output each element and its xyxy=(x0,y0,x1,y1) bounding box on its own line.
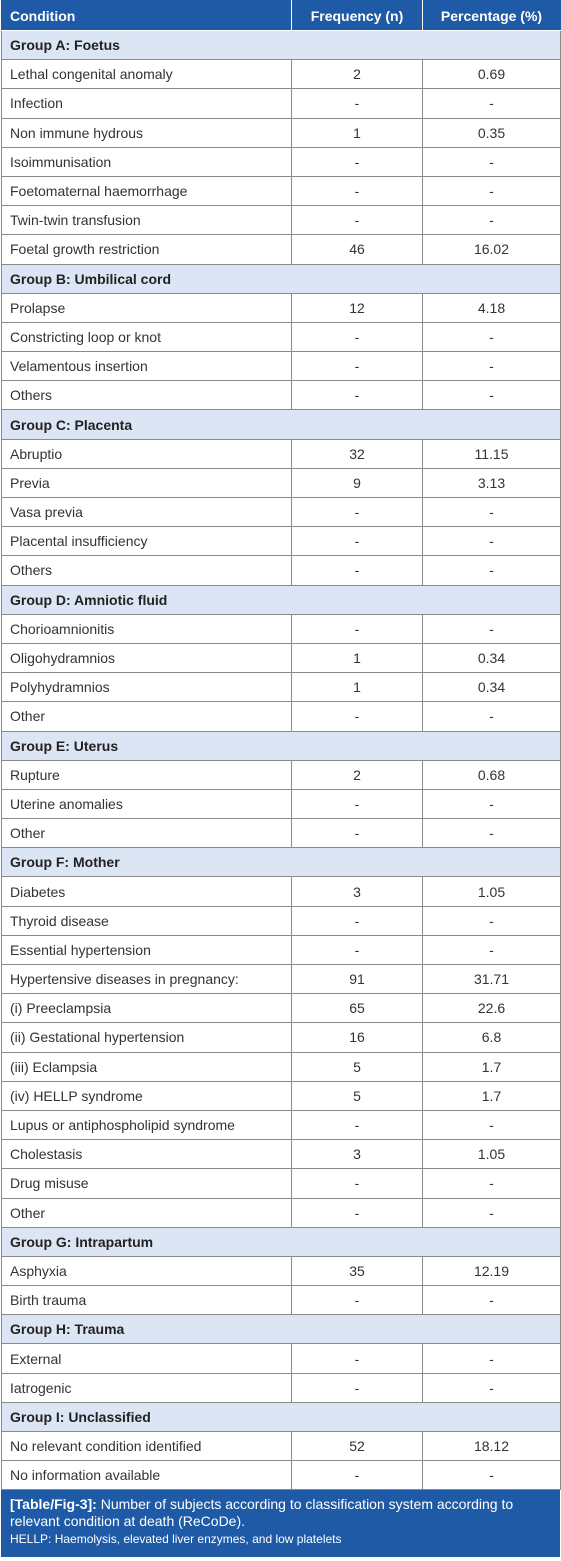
cell-frequency: - xyxy=(292,381,423,410)
cell-frequency: - xyxy=(292,1461,423,1490)
cell-condition: Thyroid disease xyxy=(2,906,292,935)
cell-frequency: - xyxy=(292,789,423,818)
table-row xyxy=(2,614,561,643)
table-row xyxy=(2,1344,561,1373)
cell-frequency: 12 xyxy=(292,293,423,322)
group-title: Group B: Umbilical cord xyxy=(2,264,561,293)
cell-condition: Abruptio xyxy=(2,439,292,468)
cell-frequency: 2 xyxy=(292,760,423,789)
cell-percentage: - xyxy=(423,147,561,176)
table-caption xyxy=(1,1490,560,1557)
table-row xyxy=(2,906,561,935)
table-row xyxy=(2,643,561,672)
cell-condition: Foetomaternal haemorrhage xyxy=(2,176,292,205)
cell-percentage: 0.34 xyxy=(423,643,561,672)
table-row xyxy=(2,702,561,731)
table-row xyxy=(2,381,561,410)
cell-percentage: 1.05 xyxy=(423,1140,561,1169)
cell-frequency: - xyxy=(292,556,423,585)
table-row xyxy=(2,994,561,1023)
table-row xyxy=(2,789,561,818)
table-row xyxy=(2,468,561,497)
cell-frequency: - xyxy=(292,935,423,964)
cell-condition: Iatrogenic xyxy=(2,1373,292,1402)
group-title: Group D: Amniotic fluid xyxy=(2,585,561,614)
cell-percentage: - xyxy=(423,322,561,351)
cell-percentage: 0.68 xyxy=(423,760,561,789)
cell-frequency: 65 xyxy=(292,994,423,1023)
table-row xyxy=(2,293,561,322)
condition-table xyxy=(1,0,561,1490)
table-row xyxy=(2,235,561,264)
cell-frequency: - xyxy=(292,176,423,205)
cell-frequency: - xyxy=(292,147,423,176)
cell-condition: Velamentous insertion xyxy=(2,352,292,381)
table-row xyxy=(2,1198,561,1227)
cell-condition: Essential hypertension xyxy=(2,935,292,964)
group-title: Group E: Uterus xyxy=(2,731,561,760)
cell-frequency: - xyxy=(292,819,423,848)
table-row xyxy=(2,118,561,147)
table-row xyxy=(2,760,561,789)
cell-percentage: - xyxy=(423,935,561,964)
cell-percentage: 4.18 xyxy=(423,293,561,322)
cell-condition: Lethal congenital anomaly xyxy=(2,60,292,89)
group-title: Group G: Intrapartum xyxy=(2,1227,561,1256)
cell-condition: Others xyxy=(2,381,292,410)
group-row xyxy=(2,1315,561,1344)
caption-text: Number of subjects according to classification system according to relevant condition at death (ReCoDe). xyxy=(10,1496,514,1530)
table-row xyxy=(2,176,561,205)
table-row xyxy=(2,1081,561,1110)
cell-condition: Drug misuse xyxy=(2,1169,292,1198)
cell-percentage: - xyxy=(423,556,561,585)
cell-percentage: - xyxy=(423,381,561,410)
cell-condition: Other xyxy=(2,819,292,848)
table-row xyxy=(2,527,561,556)
table-row xyxy=(2,819,561,848)
table-row xyxy=(2,556,561,585)
table-row xyxy=(2,1169,561,1198)
cell-condition: Hypertensive diseases in pregnancy: xyxy=(2,965,292,994)
cell-condition: Other xyxy=(2,1198,292,1227)
cell-condition: Chorioamnionitis xyxy=(2,614,292,643)
table-row xyxy=(2,60,561,89)
cell-condition: No information available xyxy=(2,1461,292,1490)
cell-frequency: - xyxy=(292,614,423,643)
cell-percentage: - xyxy=(423,176,561,205)
cell-frequency: 5 xyxy=(292,1052,423,1081)
cell-condition: (iii) Eclampsia xyxy=(2,1052,292,1081)
cell-percentage: - xyxy=(423,1110,561,1139)
cell-condition: Cholestasis xyxy=(2,1140,292,1169)
cell-condition: Constricting loop or knot xyxy=(2,322,292,351)
cell-frequency: - xyxy=(292,206,423,235)
group-title: Group A: Foetus xyxy=(2,31,561,60)
cell-percentage: 11.15 xyxy=(423,439,561,468)
table-row xyxy=(2,1461,561,1490)
cell-condition: Oligohydramnios xyxy=(2,643,292,672)
cell-frequency: 3 xyxy=(292,1140,423,1169)
table-row xyxy=(2,89,561,118)
cell-condition: Asphyxia xyxy=(2,1256,292,1285)
cell-percentage: - xyxy=(423,906,561,935)
cell-condition: Uterine anomalies xyxy=(2,789,292,818)
cell-frequency: 32 xyxy=(292,439,423,468)
cell-percentage: - xyxy=(423,1169,561,1198)
cell-percentage: 1.7 xyxy=(423,1052,561,1081)
cell-percentage: 1.05 xyxy=(423,877,561,906)
cell-percentage: 0.34 xyxy=(423,673,561,702)
cell-percentage: 18.12 xyxy=(423,1432,561,1461)
cell-condition: Previa xyxy=(2,468,292,497)
table-row xyxy=(2,1373,561,1402)
table-row xyxy=(2,1432,561,1461)
cell-condition: Foetal growth restriction xyxy=(2,235,292,264)
group-row xyxy=(2,848,561,877)
cell-percentage: 1.7 xyxy=(423,1081,561,1110)
table-row xyxy=(2,1286,561,1315)
table-row xyxy=(2,498,561,527)
group-title: Group F: Mother xyxy=(2,848,561,877)
cell-frequency: 35 xyxy=(292,1256,423,1285)
cell-condition: Vasa previa xyxy=(2,498,292,527)
cell-frequency: 46 xyxy=(292,235,423,264)
table-row xyxy=(2,147,561,176)
group-row xyxy=(2,1402,561,1431)
cell-frequency: 1 xyxy=(292,673,423,702)
cell-frequency: 2 xyxy=(292,60,423,89)
cell-condition: Lupus or antiphospholipid syndrome xyxy=(2,1110,292,1139)
cell-percentage: 12.19 xyxy=(423,1256,561,1285)
cell-condition: External xyxy=(2,1344,292,1373)
table-row xyxy=(2,206,561,235)
table-row xyxy=(2,965,561,994)
cell-percentage: 0.35 xyxy=(423,118,561,147)
header-percentage: Percentage (%) xyxy=(423,1,561,31)
cell-frequency: 91 xyxy=(292,965,423,994)
cell-frequency: - xyxy=(292,1110,423,1139)
table-row xyxy=(2,322,561,351)
table-row xyxy=(2,352,561,381)
cell-condition: Others xyxy=(2,556,292,585)
group-row xyxy=(2,731,561,760)
group-title: Group H: Trauma xyxy=(2,1315,561,1344)
cell-frequency: - xyxy=(292,1373,423,1402)
cell-percentage: 16.02 xyxy=(423,235,561,264)
cell-condition: Placental insufficiency xyxy=(2,527,292,556)
caption-note: HELLP: Haemolysis, elevated liver enzymes, and low platelets xyxy=(10,1532,342,1547)
cell-percentage: 22.6 xyxy=(423,994,561,1023)
cell-frequency: 3 xyxy=(292,877,423,906)
cell-percentage: - xyxy=(423,1286,561,1315)
table-row xyxy=(2,439,561,468)
cell-percentage: - xyxy=(423,614,561,643)
cell-percentage: - xyxy=(423,352,561,381)
cell-frequency: - xyxy=(292,322,423,351)
cell-condition: (i) Preeclampsia xyxy=(2,994,292,1023)
cell-frequency: - xyxy=(292,1286,423,1315)
group-title: Group C: Placenta xyxy=(2,410,561,439)
cell-frequency: - xyxy=(292,1344,423,1373)
cell-percentage: - xyxy=(423,206,561,235)
cell-percentage: - xyxy=(423,1461,561,1490)
cell-frequency: - xyxy=(292,89,423,118)
cell-condition: Twin-twin transfusion xyxy=(2,206,292,235)
cell-frequency: 5 xyxy=(292,1081,423,1110)
cell-condition: No relevant condition identified xyxy=(2,1432,292,1461)
cell-percentage: - xyxy=(423,498,561,527)
cell-condition: Infection xyxy=(2,89,292,118)
cell-frequency: - xyxy=(292,352,423,381)
cell-condition: Prolapse xyxy=(2,293,292,322)
cell-condition: Isoimmunisation xyxy=(2,147,292,176)
cell-frequency: 9 xyxy=(292,468,423,497)
cell-percentage: - xyxy=(423,1373,561,1402)
table-row xyxy=(2,1052,561,1081)
cell-percentage: - xyxy=(423,702,561,731)
cell-condition: (ii) Gestational hypertension xyxy=(2,1023,292,1052)
caption-label: [Table/Fig-3]: xyxy=(10,1496,97,1513)
cell-frequency: 1 xyxy=(292,643,423,672)
group-row xyxy=(2,1227,561,1256)
table-row xyxy=(2,935,561,964)
cell-percentage: 0.69 xyxy=(423,60,561,89)
cell-condition: Rupture xyxy=(2,760,292,789)
cell-percentage: 3.13 xyxy=(423,468,561,497)
cell-condition: Non immune hydrous xyxy=(2,118,292,147)
header-condition: Condition xyxy=(2,1,292,31)
cell-frequency: - xyxy=(292,906,423,935)
table-row xyxy=(2,1110,561,1139)
cell-frequency: - xyxy=(292,498,423,527)
table-row xyxy=(2,1023,561,1052)
header-row xyxy=(2,1,561,31)
cell-frequency: - xyxy=(292,527,423,556)
cell-condition: Diabetes xyxy=(2,877,292,906)
table-header xyxy=(2,1,561,31)
cell-percentage: - xyxy=(423,89,561,118)
cell-frequency: 1 xyxy=(292,118,423,147)
cell-condition: Other xyxy=(2,702,292,731)
caption-main xyxy=(10,1496,551,1530)
cell-percentage: - xyxy=(423,527,561,556)
cell-condition: (iv) HELLP syndrome xyxy=(2,1081,292,1110)
group-row xyxy=(2,31,561,60)
table-row xyxy=(2,673,561,702)
group-title: Group I: Unclassified xyxy=(2,1402,561,1431)
cell-frequency: - xyxy=(292,702,423,731)
table-figure xyxy=(1,0,560,1557)
cell-condition: Birth trauma xyxy=(2,1286,292,1315)
group-row xyxy=(2,585,561,614)
table-body xyxy=(2,31,561,1490)
header-frequency: Frequency (n) xyxy=(292,1,423,31)
cell-percentage: - xyxy=(423,819,561,848)
cell-percentage: 31.71 xyxy=(423,965,561,994)
cell-percentage: - xyxy=(423,1344,561,1373)
table-row xyxy=(2,877,561,906)
cell-percentage: - xyxy=(423,789,561,818)
group-row xyxy=(2,264,561,293)
cell-frequency: 52 xyxy=(292,1432,423,1461)
table-row xyxy=(2,1140,561,1169)
table-row xyxy=(2,1256,561,1285)
cell-frequency: 16 xyxy=(292,1023,423,1052)
cell-percentage: 6.8 xyxy=(423,1023,561,1052)
cell-condition: Polyhydramnios xyxy=(2,673,292,702)
cell-percentage: - xyxy=(423,1198,561,1227)
group-row xyxy=(2,410,561,439)
cell-frequency: - xyxy=(292,1169,423,1198)
cell-frequency: - xyxy=(292,1198,423,1227)
